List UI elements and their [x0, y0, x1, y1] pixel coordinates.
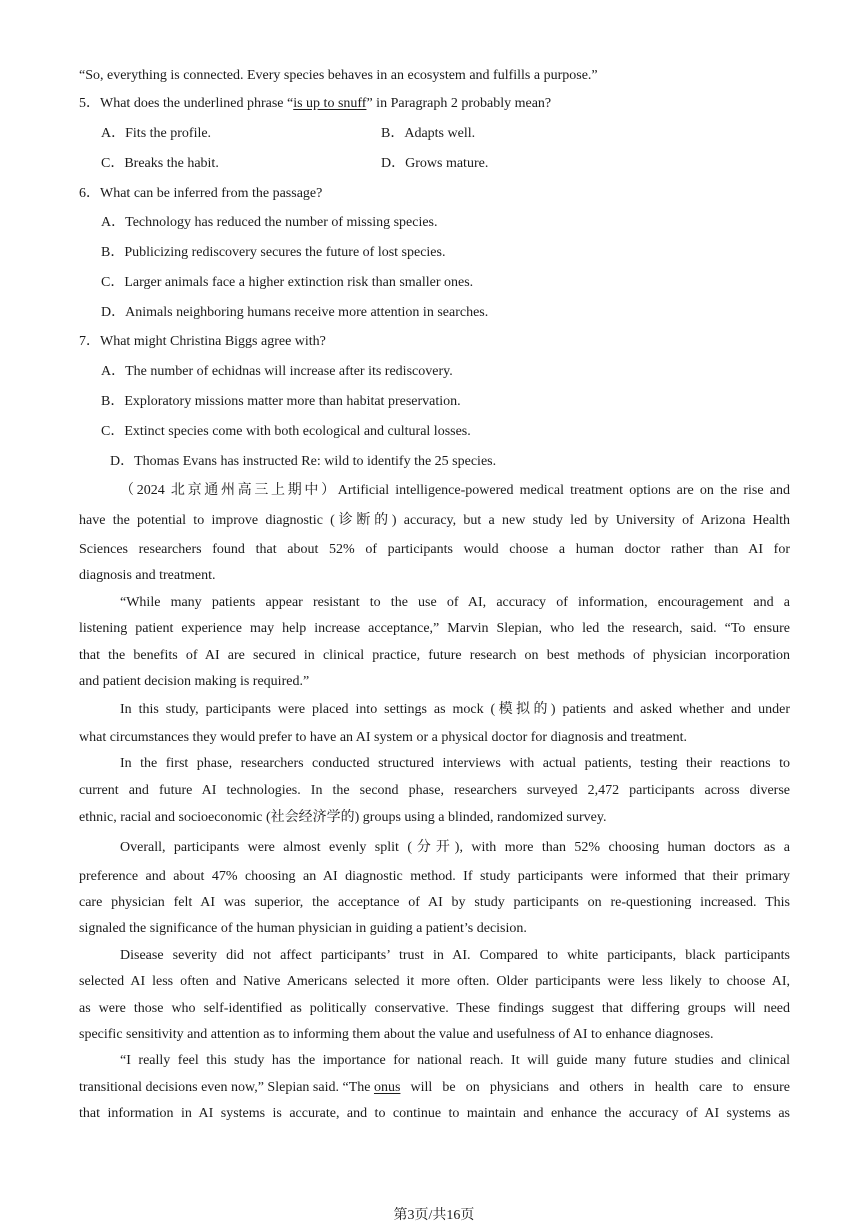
passage-line: ethnic, racial and socioeconomic (社会经济学的) groups using a blinded, randomized survey. [79, 810, 607, 825]
option-6d[interactable]: D．Animals neighboring humans receive more attention in searches. [101, 305, 489, 320]
passage-line: as were those who self-identified as politically conservative. These findings suggest that differing groups will need [79, 1001, 790, 1016]
passage-line: selected AI less often and Native Americans selected it more often. Older participants were less likely to choose AI, [79, 974, 790, 989]
passage-line: what circumstances they would prefer to have an AI system or a physical doctor for diagnosis and treatment. [79, 730, 688, 745]
question-5-stem [79, 95, 551, 113]
question-7-stem: 7．What might Christina Biggs agree with? [79, 334, 326, 349]
passage-line: transitional decisions even now,” Slepian said. “The onus will be on physicians and others in health care to ensure [79, 1080, 790, 1095]
page-number: 第3页/共16页 [393, 1208, 475, 1223]
question-number: 5． [79, 96, 100, 111]
option-7b[interactable]: B．Exploratory missions matter more than habitat preservation. [101, 394, 461, 409]
option-5c[interactable]: C．Breaks the habit. [101, 156, 219, 171]
passage-line: care physician felt AI was superior, the acceptance of AI by study participants on re-questioning increased. This [79, 895, 790, 910]
passage-line: have the potential to improve diagnostic (诊断的) accuracy, but a new study led by University of Arizona Health [79, 513, 790, 528]
underlined-word-onus: onus [373, 1080, 401, 1095]
quote-line: “So, everything is connected. Every species behaves in an ecosystem and fulfills a purpose.” [79, 68, 598, 83]
passage-line: Sciences researchers found that about 52% of participants would choose a human doctor rather than AI for [79, 542, 790, 557]
passage-line: Disease severity did not affect participants’ trust in AI. Compared to white participants, black participants [120, 948, 790, 963]
option-6a[interactable]: A．Technology has reduced the number of missing species. [101, 215, 438, 230]
question-number: 7． [79, 334, 100, 349]
underlined-phrase: is up to snuff [293, 96, 367, 111]
option-7d[interactable]: D．Thomas Evans has instructed Re: wild to identify the 25 species. [110, 454, 497, 469]
option-5a[interactable]: A．Fits the profile. [101, 126, 212, 141]
passage-line: “While many patients appear resistant to the use of AI, accuracy of information, encouragement and a [120, 595, 790, 610]
stem-text: ” in Paragraph 2 probably mean? [366, 96, 552, 111]
passage-line: Overall, participants were almost evenly split (分开), with more than 52% choosing human doctors as a [120, 840, 790, 855]
passage-line: specific sensitivity and attention as to informing them about the value and usefulness of AI to enhance diagnoses. [79, 1027, 714, 1042]
passage-line: In the first phase, researchers conducted structured interviews with actual patients, testing their reactions to [120, 756, 790, 771]
stem-text: What does the underlined phrase “ [100, 96, 294, 111]
passage-line: preference and about 47% choosing an AI diagnostic method. If study participants were informed that their primary [79, 869, 790, 884]
passage-line: and patient decision making is required.” [79, 674, 310, 689]
passage-line: In this study, participants were placed into settings as mock (模拟的) patients and asked whether and under [120, 702, 790, 717]
passage-line: （2024 北京通州高三上期中）Artificial intelligence-powered medical treatment options are on the rise and [120, 483, 790, 498]
passage-line: “I really feel this study has the importance for national reach. It will guide many future studies and clinical [120, 1053, 790, 1068]
option-5d[interactable]: D．Grows mature. [381, 156, 489, 171]
question-6-stem: 6．What can be inferred from the passage? [79, 186, 323, 201]
option-7a[interactable]: A．The number of echidnas will increase after its rediscovery. [101, 364, 453, 379]
passage-line: diagnosis and treatment. [79, 568, 216, 583]
passage-line: listening patient experience may help increase acceptance,” Marvin Slepian, who led the research, said. “To ensure [79, 621, 790, 636]
passage-line: signaled the significance of the human physician in guiding a patient’s decision. [79, 921, 527, 936]
option-5b[interactable]: B．Adapts well. [381, 126, 476, 141]
option-6b[interactable]: B．Publicizing rediscovery secures the future of lost species. [101, 245, 446, 260]
question-number: 6． [79, 186, 100, 201]
passage-line: that the benefits of AI are secured in clinical practice, future research on best methods of physician incorporation [79, 648, 790, 663]
option-6c[interactable]: C．Larger animals face a higher extinction risk than smaller ones. [101, 275, 474, 290]
passage-line: current and future AI technologies. In the second phase, researchers surveyed 2,472 participants across diverse [79, 783, 790, 798]
option-7c[interactable]: C．Extinct species come with both ecological and cultural losses. [101, 424, 471, 439]
passage-line: that information in AI systems is accurate, and to continue to maintain and enhance the accuracy of AI systems as [79, 1106, 790, 1121]
